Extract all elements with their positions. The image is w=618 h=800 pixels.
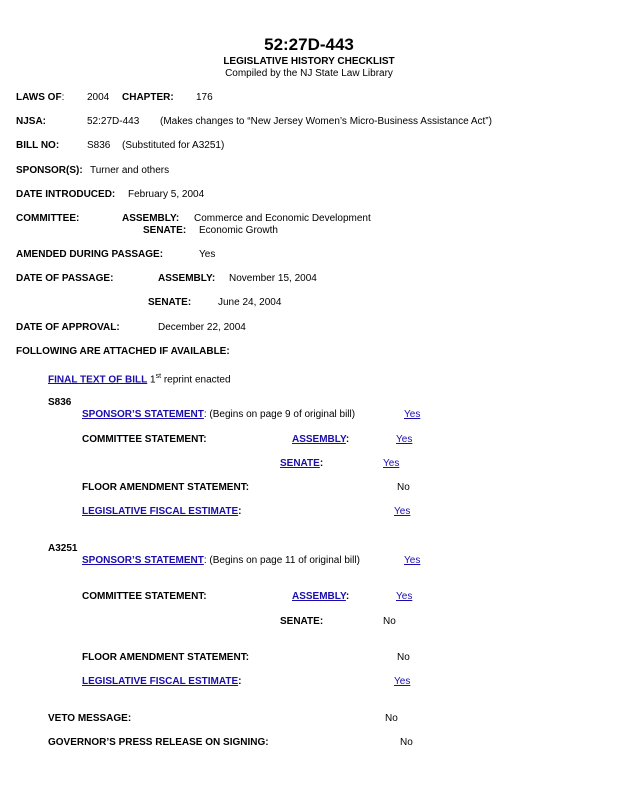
a3251-sponsor-row xyxy=(82,555,360,566)
a3251-fiscal-colon: : xyxy=(238,676,242,687)
veto-value: No xyxy=(385,713,398,724)
passage-senate-value: June 24, 2004 xyxy=(218,297,282,308)
a3251-floor-value: No xyxy=(397,652,410,663)
sponsors-value: Turner and others xyxy=(90,165,170,176)
final-text-row xyxy=(48,373,231,385)
njsa-label: NJSA: xyxy=(16,116,47,127)
veto-label: VETO MESSAGE: xyxy=(48,713,132,724)
a3251-senate-label: SENATE: xyxy=(280,616,324,627)
committee-senate-value: Economic Growth xyxy=(199,225,278,236)
a3251-sponsor-note: : (Begins on page 11 of original bill) xyxy=(203,555,360,566)
committee-label: COMMITTEE: xyxy=(16,213,80,224)
s836-assembly-link[interactable]: ASSEMBLY xyxy=(292,434,346,445)
s836-senate-link[interactable]: SENATE xyxy=(280,458,320,469)
a3251-floor-label: FLOOR AMENDMENT STATEMENT: xyxy=(82,652,250,663)
s836-fiscal-row xyxy=(82,506,241,517)
laws-of-colon: : xyxy=(61,92,65,103)
a3251-senate-value: No xyxy=(383,616,396,627)
a3251-assembly-yes-link[interactable]: Yes xyxy=(396,591,413,602)
final-text-link[interactable]: FINAL TEXT OF BILL xyxy=(48,374,148,386)
a3251-assembly-row xyxy=(292,591,349,602)
amended-label: AMENDED DURING PASSAGE: xyxy=(16,249,164,260)
s836-committee-label: COMMITTEE STATEMENT: xyxy=(82,434,207,445)
s836-assembly-row xyxy=(292,434,349,445)
date-of-passage-label: DATE OF PASSAGE: xyxy=(16,273,114,284)
page-title: 52:27D-443 xyxy=(264,35,354,54)
laws-of-year: 2004 xyxy=(87,92,110,103)
njsa-note: (Makes changes to “New Jersey Women’s Micro-Business Assistance Act”) xyxy=(160,116,492,127)
press-release-label: GOVERNOR’S PRESS RELEASE ON SIGNING: xyxy=(48,737,269,748)
amended-value: Yes xyxy=(199,249,216,260)
committee-assembly-value: Commerce and Economic Development xyxy=(194,213,371,224)
s836-fiscal-yes-link[interactable]: Yes xyxy=(394,506,411,517)
s836-floor-value: No xyxy=(397,482,410,493)
bill-no-value: S836 xyxy=(87,140,111,151)
committee-assembly-label: ASSEMBLY: xyxy=(122,213,180,224)
final-text-ordinal: 1 xyxy=(150,374,156,386)
passage-assembly-value: November 15, 2004 xyxy=(229,273,317,284)
date-introduced-value: February 5, 2004 xyxy=(128,189,205,200)
laws-of-label: LAWS OF xyxy=(16,92,62,103)
a3251-sponsor-yes-link[interactable]: Yes xyxy=(404,555,421,566)
s836-fiscal-link[interactable]: LEGISLATIVE FISCAL ESTIMATE xyxy=(82,506,239,517)
passage-senate-label: SENATE: xyxy=(148,297,192,308)
s836-floor-label: FLOOR AMENDMENT STATEMENT: xyxy=(82,482,250,493)
s836-label: S836 xyxy=(48,397,72,408)
a3251-fiscal-link[interactable]: LEGISLATIVE FISCAL ESTIMATE xyxy=(82,676,239,687)
bill-no-label: BILL NO: xyxy=(16,140,60,151)
s836-sponsor-note: : (Begins on page 9 of original bill) xyxy=(203,409,356,420)
s836-assembly-yes-link[interactable]: Yes xyxy=(396,434,413,445)
checklist-subtitle: LEGISLATIVE HISTORY CHECKLIST xyxy=(223,56,395,67)
s836-sponsor-row xyxy=(82,409,355,420)
s836-senate-row xyxy=(280,458,323,469)
a3251-fiscal-row xyxy=(82,676,241,687)
a3251-assembly-colon: : xyxy=(345,591,350,602)
chapter-value: 176 xyxy=(196,92,213,103)
bill-no-note: (Substituted for A3251) xyxy=(122,140,225,151)
a3251-fiscal-yes-link[interactable]: Yes xyxy=(394,676,411,687)
a3251-label: A3251 xyxy=(48,543,78,554)
s836-senate-yes-link[interactable]: Yes xyxy=(383,458,400,469)
passage-assembly-label: ASSEMBLY: xyxy=(158,273,216,284)
a3251-sponsor-statement-link[interactable]: SPONSOR’S STATEMENT xyxy=(82,555,204,566)
chapter-label: CHAPTER: xyxy=(122,92,174,103)
sponsors-label: SPONSOR(S): xyxy=(16,165,83,176)
attached-heading: FOLLOWING ARE ATTACHED IF AVAILABLE: xyxy=(16,346,230,357)
s836-sponsor-yes-link[interactable]: Yes xyxy=(404,409,421,420)
s836-fiscal-colon: : xyxy=(238,506,242,517)
final-text-sup: st xyxy=(155,373,162,380)
compiled-by: Compiled by the NJ State Law Library xyxy=(225,68,393,79)
press-release-value: No xyxy=(400,737,413,748)
s836-senate-colon: : xyxy=(319,458,324,469)
date-of-approval-label: DATE OF APPROVAL: xyxy=(16,322,120,333)
s836-assembly-colon: : xyxy=(345,434,350,445)
final-text-rest: reprint enacted xyxy=(161,374,231,386)
date-of-approval-value: December 22, 2004 xyxy=(158,322,246,333)
njsa-value: 52:27D-443 xyxy=(87,116,140,127)
s836-sponsor-statement-link[interactable]: SPONSOR’S STATEMENT xyxy=(82,409,204,420)
committee-senate-label: SENATE: xyxy=(143,225,187,236)
laws-of-row xyxy=(16,92,64,103)
a3251-committee-label: COMMITTEE STATEMENT: xyxy=(82,591,207,602)
date-introduced-label: DATE INTRODUCED: xyxy=(16,189,116,200)
a3251-assembly-link[interactable]: ASSEMBLY xyxy=(292,591,346,602)
